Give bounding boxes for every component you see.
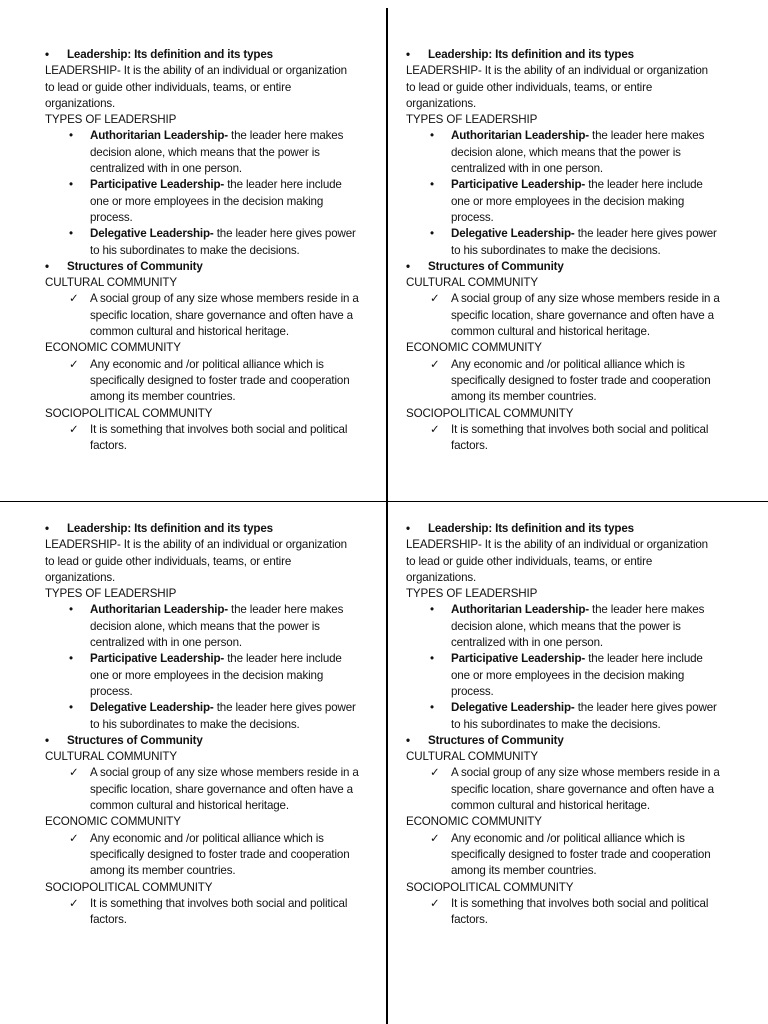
community-heading: ECONOMIC COMMUNITY (406, 815, 542, 829)
community-item (406, 422, 736, 438)
community-item (406, 765, 736, 781)
community-text: specifically designed to foster trade and cooperation (90, 847, 350, 861)
leadership-type-text: centralized with in one person. (451, 636, 603, 650)
leadership-type-name: Participative Leadership- (451, 652, 586, 666)
leadership-type-item (45, 651, 375, 667)
checkmark-icon: ✓ (430, 831, 440, 845)
community-text: factors. (451, 439, 488, 453)
checkmark-icon: ✓ (69, 357, 79, 371)
leadership-title: Leadership: Its definition and its types (67, 48, 273, 61)
leadership-type-text: the leader here gives power (574, 227, 717, 241)
leadership-definition-text: It is the ability of an individual or organization (481, 64, 708, 78)
bullet-icon: • (430, 701, 434, 715)
leadership-type-text: the leader here makes (227, 129, 344, 143)
community-text: It is something that involves both social and political (451, 422, 709, 436)
community-item (406, 831, 736, 847)
leadership-type-item (406, 602, 736, 618)
community-text: among its member countries. (451, 864, 597, 878)
community-heading: SOCIOPOLITICAL COMMUNITY (45, 880, 213, 894)
community-item (406, 357, 736, 373)
leadership-type-item (45, 602, 375, 618)
community-text: factors. (451, 913, 488, 927)
structures-title: Structures of Community (428, 259, 564, 273)
leadership-type-text: one or more employees in the decision making (90, 668, 324, 682)
community-text: among its member countries. (90, 390, 236, 404)
community-text: A social group of any size whose members reside in a (90, 292, 359, 306)
types-heading: TYPES OF LEADERSHIP (45, 113, 177, 127)
community-text: specific location, share governance and often have a (451, 782, 714, 796)
community-text: A social group of any size whose members reside in a (451, 766, 720, 780)
community-heading: ECONOMIC COMMUNITY (45, 815, 181, 829)
checkmark-icon: ✓ (69, 422, 79, 436)
leadership-definition-line (406, 537, 736, 553)
bullet-icon: • (406, 733, 410, 747)
leadership-type-text: to his subordinates to make the decisions. (451, 717, 661, 731)
community-text: common cultural and historical heritage. (451, 325, 650, 339)
leadership-type-name: Authoritarian Leadership- (451, 129, 589, 143)
handout-top-right (406, 47, 736, 454)
checkmark-icon: ✓ (430, 292, 440, 306)
leadership-type-name: Authoritarian Leadership- (90, 129, 228, 143)
handout-top-left (45, 47, 375, 454)
structures-heading (45, 259, 375, 275)
bullet-icon: • (406, 48, 410, 61)
leadership-type-text: process. (451, 210, 494, 224)
leadership-type-text: decision alone, which means that the power is (451, 619, 681, 633)
leadership-heading (45, 47, 375, 63)
leadership-definition-text: It is the ability of an individual or organization (120, 64, 347, 78)
leadership-type-name: Authoritarian Leadership- (90, 603, 228, 617)
community-item (45, 357, 375, 373)
leadership-type-item (406, 128, 736, 144)
bullet-icon: • (69, 603, 73, 617)
bullet-icon: • (69, 129, 73, 143)
handout-bottom-right (406, 521, 736, 928)
bullet-icon: • (430, 652, 434, 666)
checkmark-icon: ✓ (69, 292, 79, 306)
leadership-definition-line: to lead or guide other individuals, teams, or entire (45, 80, 292, 94)
leadership-type-text: to his subordinates to make the decisions. (90, 243, 300, 257)
community-text: specific location, share governance and often have a (90, 308, 353, 322)
leadership-type-text: the leader here gives power (213, 227, 356, 241)
community-heading: SOCIOPOLITICAL COMMUNITY (45, 406, 213, 420)
community-text: Any economic and /or political alliance which is (451, 831, 685, 845)
leadership-term: LEADERSHIP- (45, 64, 121, 78)
leadership-type-text: the leader here makes (227, 603, 344, 617)
community-text: specifically designed to foster trade and cooperation (90, 373, 350, 387)
leadership-type-item (45, 226, 375, 242)
leadership-type-name: Participative Leadership- (451, 178, 586, 192)
community-text: Any economic and /or political alliance which is (90, 831, 324, 845)
bullet-icon: • (406, 259, 410, 273)
leadership-type-name: Participative Leadership- (90, 652, 225, 666)
bullet-icon: • (45, 733, 49, 747)
community-heading: CULTURAL COMMUNITY (45, 750, 177, 764)
leadership-type-text: the leader here include (224, 652, 342, 666)
leadership-term: LEADERSHIP- (406, 64, 482, 78)
structures-title: Structures of Community (67, 733, 203, 747)
leadership-definition-line (45, 537, 375, 553)
leadership-type-item (45, 128, 375, 144)
community-heading: CULTURAL COMMUNITY (45, 276, 177, 290)
community-text: factors. (90, 913, 127, 927)
community-text: factors. (90, 439, 127, 453)
types-heading: TYPES OF LEADERSHIP (406, 587, 538, 601)
community-text: among its member countries. (451, 390, 597, 404)
community-text: It is something that involves both social and political (90, 896, 348, 910)
leadership-definition-line: to lead or guide other individuals, teams, or entire (406, 80, 653, 94)
structures-heading (406, 259, 736, 275)
bullet-icon: • (69, 652, 73, 666)
leadership-type-text: one or more employees in the decision making (451, 194, 685, 208)
leadership-type-text: the leader here makes (588, 603, 705, 617)
leadership-definition-line (45, 63, 375, 79)
checkmark-icon: ✓ (69, 896, 79, 910)
checkmark-icon: ✓ (69, 766, 79, 780)
types-heading: TYPES OF LEADERSHIP (406, 113, 538, 127)
checkmark-icon: ✓ (430, 422, 440, 436)
leadership-type-text: process. (90, 684, 133, 698)
leadership-type-text: centralized with in one person. (451, 162, 603, 176)
leadership-type-text: the leader here makes (588, 129, 705, 143)
leadership-type-text: the leader here gives power (213, 701, 356, 715)
community-text: A social group of any size whose members reside in a (90, 766, 359, 780)
community-text: common cultural and historical heritage. (451, 799, 650, 813)
structures-title: Structures of Community (428, 733, 564, 747)
leadership-type-text: process. (90, 210, 133, 224)
community-item (406, 896, 736, 912)
checkmark-icon: ✓ (69, 831, 79, 845)
leadership-type-text: the leader here include (585, 178, 703, 192)
leadership-type-name: Delegative Leadership- (90, 227, 214, 241)
leadership-term: LEADERSHIP- (406, 538, 482, 552)
community-heading: SOCIOPOLITICAL COMMUNITY (406, 406, 574, 420)
community-text: It is something that involves both social and political (451, 896, 709, 910)
community-heading: CULTURAL COMMUNITY (406, 750, 538, 764)
leadership-type-item (406, 700, 736, 716)
community-text: specific location, share governance and often have a (451, 308, 714, 322)
community-heading: ECONOMIC COMMUNITY (406, 341, 542, 355)
community-text: Any economic and /or political alliance which is (90, 357, 324, 371)
leadership-type-item (45, 177, 375, 193)
leadership-type-name: Delegative Leadership- (451, 227, 575, 241)
community-text: specific location, share governance and often have a (90, 782, 353, 796)
leadership-type-name: Participative Leadership- (90, 178, 225, 192)
horizontal-divider (0, 501, 768, 502)
leadership-type-text: to his subordinates to make the decisions. (451, 243, 661, 257)
community-text: Any economic and /or political alliance which is (451, 357, 685, 371)
bullet-icon: • (430, 227, 434, 241)
community-heading: ECONOMIC COMMUNITY (45, 341, 181, 355)
structures-heading (406, 733, 736, 749)
leadership-heading (406, 521, 736, 537)
bullet-icon: • (45, 48, 49, 61)
leadership-definition-line: organizations. (406, 570, 477, 584)
leadership-type-item (406, 651, 736, 667)
checkmark-icon: ✓ (430, 766, 440, 780)
structures-heading (45, 733, 375, 749)
leadership-title: Leadership: Its definition and its types (67, 522, 273, 535)
leadership-type-text: to his subordinates to make the decisions. (90, 717, 300, 731)
community-item (45, 831, 375, 847)
leadership-type-text: centralized with in one person. (90, 636, 242, 650)
leadership-type-text: one or more employees in the decision making (451, 668, 685, 682)
community-text: common cultural and historical heritage. (90, 325, 289, 339)
leadership-title: Leadership: Its definition and its types (428, 522, 634, 535)
leadership-definition-line: to lead or guide other individuals, teams, or entire (45, 554, 292, 568)
vertical-divider (386, 8, 388, 1024)
leadership-type-text: one or more employees in the decision making (90, 194, 324, 208)
leadership-type-item (406, 226, 736, 242)
leadership-definition-line: organizations. (45, 570, 116, 584)
community-text: It is something that involves both social and political (90, 422, 348, 436)
community-text: among its member countries. (90, 864, 236, 878)
leadership-definition-text: It is the ability of an individual or organization (481, 538, 708, 552)
leadership-definition-text: It is the ability of an individual or organization (120, 538, 347, 552)
leadership-heading (45, 521, 375, 537)
community-item (45, 765, 375, 781)
leadership-definition-line (406, 63, 736, 79)
community-text: specifically designed to foster trade and cooperation (451, 373, 711, 387)
leadership-type-item (45, 700, 375, 716)
leadership-definition-line: organizations. (45, 96, 116, 110)
leadership-type-text: the leader here include (585, 652, 703, 666)
community-item (45, 422, 375, 438)
leadership-type-text: the leader here gives power (574, 701, 717, 715)
community-item (45, 896, 375, 912)
leadership-type-item (406, 177, 736, 193)
bullet-icon: • (430, 129, 434, 143)
bullet-icon: • (45, 522, 49, 535)
leadership-type-text: the leader here include (224, 178, 342, 192)
leadership-type-text: decision alone, which means that the power is (90, 619, 320, 633)
community-heading: SOCIOPOLITICAL COMMUNITY (406, 880, 574, 894)
checkmark-icon: ✓ (430, 896, 440, 910)
bullet-icon: • (430, 178, 434, 192)
leadership-type-name: Authoritarian Leadership- (451, 603, 589, 617)
leadership-title: Leadership: Its definition and its types (428, 48, 634, 61)
leadership-term: LEADERSHIP- (45, 538, 121, 552)
leadership-type-text: decision alone, which means that the power is (451, 145, 681, 159)
bullet-icon: • (69, 227, 73, 241)
community-item (406, 291, 736, 307)
checkmark-icon: ✓ (430, 357, 440, 371)
bullet-icon: • (430, 603, 434, 617)
leadership-type-text: process. (451, 684, 494, 698)
community-heading: CULTURAL COMMUNITY (406, 276, 538, 290)
leadership-type-text: centralized with in one person. (90, 162, 242, 176)
leadership-definition-line: to lead or guide other individuals, teams, or entire (406, 554, 653, 568)
handout-bottom-left (45, 521, 375, 928)
bullet-icon: • (45, 259, 49, 273)
leadership-heading (406, 47, 736, 63)
bullet-icon: • (69, 701, 73, 715)
leadership-type-text: decision alone, which means that the power is (90, 145, 320, 159)
community-text: specifically designed to foster trade and cooperation (451, 847, 711, 861)
types-heading: TYPES OF LEADERSHIP (45, 587, 177, 601)
leadership-type-name: Delegative Leadership- (90, 701, 214, 715)
community-item (45, 291, 375, 307)
community-text: A social group of any size whose members reside in a (451, 292, 720, 306)
structures-title: Structures of Community (67, 259, 203, 273)
leadership-definition-line: organizations. (406, 96, 477, 110)
leadership-type-name: Delegative Leadership- (451, 701, 575, 715)
bullet-icon: • (406, 522, 410, 535)
bullet-icon: • (69, 178, 73, 192)
community-text: common cultural and historical heritage. (90, 799, 289, 813)
